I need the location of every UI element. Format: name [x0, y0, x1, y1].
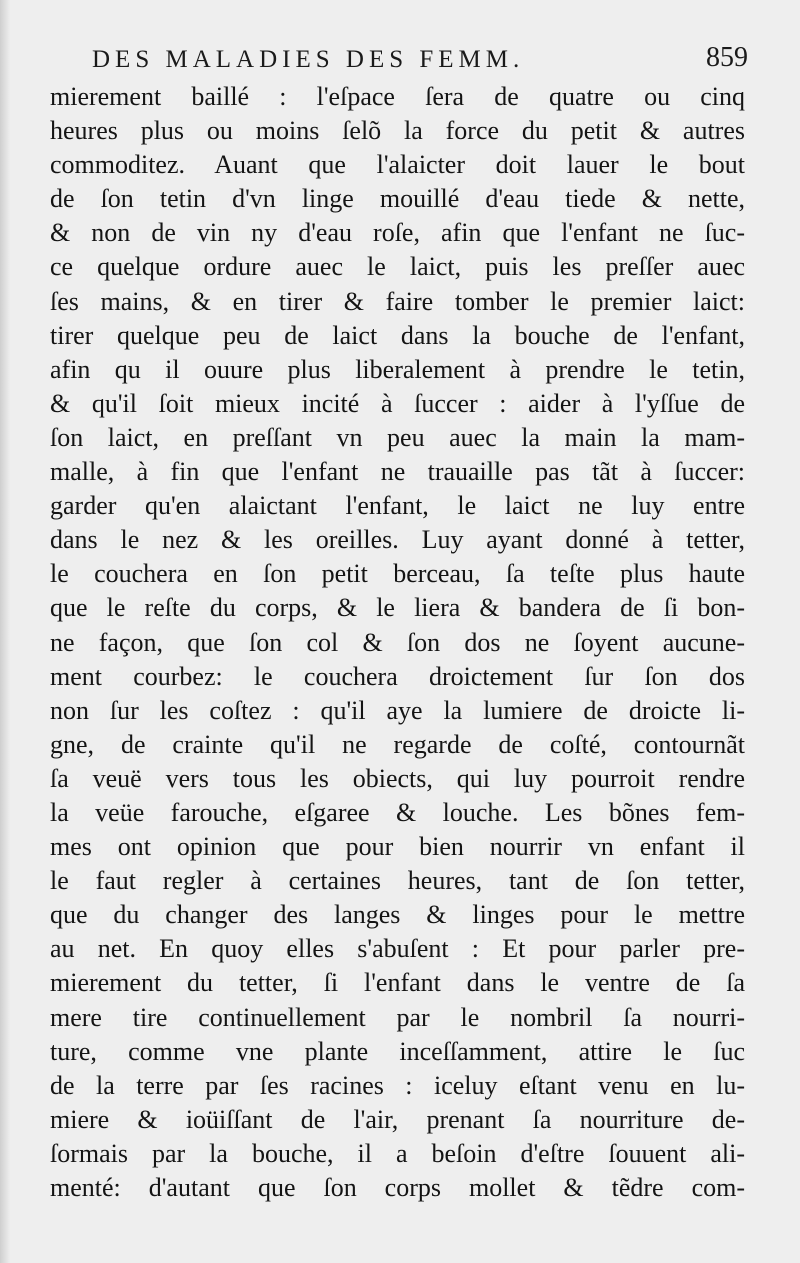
text-line: ture, comme vne plante inceſſamment, attire le ſuc — [50, 1036, 745, 1066]
text-line: ce quelque ordure auec le laict, puis les preſſer auec — [50, 252, 745, 282]
text-line: mierement baillé : l'eſpace ſera de quatre ou cinq — [50, 82, 745, 111]
text-line: gne, de crainte qu'il ne regarde de coſté, contournãt — [50, 729, 745, 759]
text-line: mes ont opinion que pour bien nourrir vn enfant il — [50, 832, 745, 862]
text-line: mere tire continuellement par le nombril ſa nourri- — [50, 1002, 745, 1032]
page-number: 859 — [706, 42, 748, 73]
text-line: le faut regler à certaines heures, tant de ſon tetter, — [50, 866, 745, 896]
text-line: que du changer des langes & linges pour le mettre — [50, 900, 745, 930]
text-line: & non de vin ny d'eau roſe, afin que l'enfant ne ſuc- — [50, 218, 745, 248]
text-line: dans le nez & les oreilles. Luy ayant donné à tetter, — [50, 525, 745, 555]
text-line: commoditez. Auant que l'alaicter doit lauer le bout — [50, 150, 745, 180]
text-line: heures plus ou moins ſelõ la force du petit & autres — [50, 116, 745, 146]
text-line: le couchera en ſon petit berceau, ſa teſte plus haute — [50, 559, 745, 589]
page-gutter-shadow — [0, 0, 10, 1263]
text-line: de la terre par ſes racines : iceluy eſtant venu en lu- — [50, 1070, 745, 1100]
text-line: non ſur les coſtez : qu'il aye la lumiere de droicte li- — [50, 695, 745, 725]
text-line: menté: d'autant que ſon corps mollet & tẽdre com- — [50, 1173, 745, 1202]
text-line: & qu'il ſoit mieux incité à ſuccer : aider à l'yſſue de — [50, 388, 745, 418]
text-line: ne façon, que ſon col & ſon dos ne ſoyent aucune- — [50, 627, 745, 657]
page-header — [92, 40, 748, 84]
text-line: ſa veuë vers tous les obiects, qui luy pourroit rendre — [50, 763, 745, 793]
body-text — [50, 80, 745, 1205]
text-line: tirer quelque peu de laict dans la bouche de l'enfant, — [50, 320, 745, 350]
text-line: au net. En quoy elles s'abuſent : Et pour parler pre- — [50, 934, 745, 964]
running-head: DES MALADIES DES FEMM. — [92, 46, 525, 73]
text-line: malle, à fin que l'enfant ne trauaille pas tãt à ſuccer: — [50, 457, 745, 487]
text-line: garder qu'en alaictant l'enfant, le laict ne luy entre — [50, 491, 745, 521]
text-line: miere & ioüiſſant de l'air, prenant ſa nourriture de- — [50, 1104, 745, 1134]
text-line: afin qu il ouure plus liberalement à prendre le tetin, — [50, 354, 745, 384]
text-line: la veüe farouche, eſgaree & louche. Les bõnes fem- — [50, 797, 745, 827]
text-line: ſes mains, & en tirer & faire tomber le premier laict: — [50, 286, 745, 316]
text-line: ſormais par la bouche, il a beſoin d'eſtre ſouuent ali- — [50, 1138, 745, 1168]
text-line: que le reſte du corps, & le liera & bandera de ſi bon- — [50, 593, 745, 623]
text-line: de ſon tetin d'vn linge mouillé d'eau tiede & nette, — [50, 184, 745, 214]
text-line: ment courbez: le couchera droictement ſur ſon dos — [50, 661, 745, 691]
text-line: ſon laict, en preſſant vn peu auec la main la mam- — [50, 422, 745, 452]
text-line: mierement du tetter, ſi l'enfant dans le ventre de ſa — [50, 968, 745, 998]
